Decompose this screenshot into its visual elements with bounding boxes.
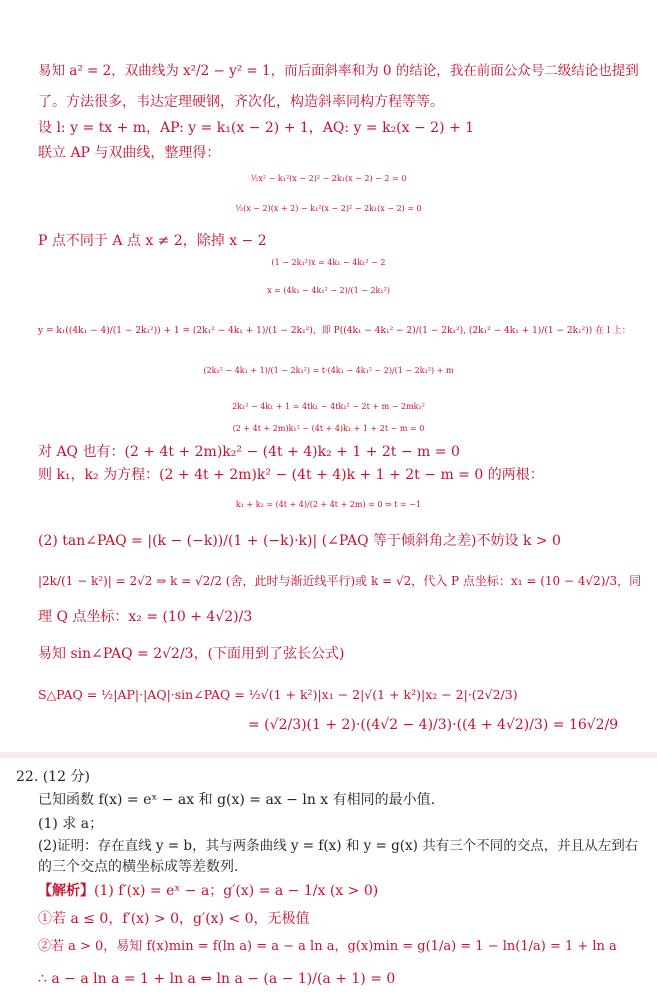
solution-line-21: S△PAQ = ½|AP|·|AQ|·sin∠PAQ = ½√(1 + k²)|x₁ − 2|√(1 + k²)|x₂ − 2|·(2√2/3) [38,687,518,702]
solution-line-22: = (√2/3)(1 + 2)·((4√2 − 4)/3)·((4 + 4√2)/3) = 16√2/9 [248,717,619,733]
equation-line-13: (2 + 4t + 2m)k₁² − (4t + 4)k₁ + 1 + 2t − m = 0 [232,424,425,433]
solution-line-18: |2k/(1 − k²)| = 2√2 ⇒ k = √2/2 (舍，此时与渐近线平行)或 k = √2，代入 P 点坐标：x₁ = (10 − 4√2)/3，同 [38,574,642,588]
solution-line-14: 对 AQ 也有：(2 + 4t + 2m)k₂² − (4t + 4)k₂ + 1 + 2t − m = 0 [38,444,460,460]
solution-line-1: 易知 a² = 2，双曲线为 x²/2 − y² = 1，而后面斜率和为 0 的结论，我在前面公众号二级结论也提到 [38,63,639,79]
problem-stem: 已知函数 f(x) = eˣ − ax 和 g(x) = ax − ln x 有相同的最小值. [38,792,436,808]
solution-line-15: 则 k₁，k₂ 为方程：(2 + 4t + 2m)k² − (4t + 4)k + 1 + 2t − m = 0 的两根： [38,467,544,483]
solution-line-7: P 点不同于 A 点 x ≠ 2，除掉 x − 2 [38,233,267,249]
equation-line-11: (2k₁² − 4k₁ + 1)/(1 − 2k₁²) = t·(4k₁ − 4k₁² − 2)/(1 − 2k₁²) + m [203,366,454,375]
equation-line-16: k₁ + k₂ = (4t + 4)/(2 + 4t + 2m) = 0 ⇒ t = −1 [235,500,422,509]
analysis-line-1 [38,882,378,900]
analysis-line-2: ①若 a ≤ 0，f′(x) > 0，g′(x) < 0，无极值 [38,911,310,927]
equation-line-5: ½x² − k₁²(x − 2)² − 2k₁(x − 2) − 2 = 0 [250,174,407,183]
solution-line-20: 易知 sin∠PAQ = 2√2/3，(下面用到了弦长公式) [38,646,345,662]
analysis-tag: 【解析】 [38,883,94,899]
problem-part-1: (1) 求 a； [38,816,104,832]
section-divider [0,752,657,758]
solution-line-4: 联立 AP 与双曲线，整理得： [38,145,221,161]
analysis-line-4: ∴ a − a ln a = 1 + ln a ⇔ ln a − (a − 1)/(a + 1) = 0 [38,971,396,987]
solution-line-17: (2) tan∠PAQ = |(k − (−k))/(1 + (−k)·k)| (∠PAQ 等于倾斜角之差)不妨设 k > 0 [38,533,561,549]
equation-line-9: x = (4k₁ − 4k₁² − 2)/(1 − 2k₁²) [267,286,390,295]
problem-part-2-line-1: (2)证明：存在直线 y = b，其与两条曲线 y = f(x) 和 y = g(x) 共有三个不同的交点，并且从左到右 [38,838,639,854]
solution-line-2: 了。方法很多，韦达定理硬钢，齐次化，构造斜率同构方程等等。 [38,94,444,110]
equation-line-6: ½(x − 2)(x + 2) − k₁²(x − 2)² − 2k₁(x − 2) = 0 [235,204,422,213]
analysis-line-3: ②若 a > 0，易知 f(x)min = f(ln a) = a − a ln a，g(x)min = g(1/a) = 1 − ln(1/a) = 1 + ln a [38,939,617,954]
solution-line-19: 理 Q 点坐标：x₂ = (10 + 4√2)/3 [38,609,253,625]
solution-line-10: y = k₁((4k₁ − 4)/(1 − 2k₁²)) + 1 = (2k₁² − 4k₁ + 1)/(1 − 2k₁²)，即 P((4k₁ − 4k₁² − 2)/(1 − 2k₁²), (2k₁² − 4k₁ + 1)/(1 − 2k₁²)) 在 l 上： [38,326,631,336]
equation-line-8: (1 − 2k₁²)x = 4k₁ − 4k₁² − 2 [271,258,386,267]
equation-line-12: 2k₁² − 4k₁ + 1 = 4tk₁ − 4tk₁² − 2t + m − 2mk₁² [232,402,425,411]
problem-header: 22. (12 分) [16,769,90,785]
solution-line-3: 设 l: y = tx + m，AP: y = k₁(x − 2) + 1，AQ: y = k₂(x − 2) + 1 [38,120,475,136]
analysis-line-1-text: (1) f′(x) = eˣ − a；g′(x) = a − 1/x (x > 0) [94,883,379,899]
problem-part-2-line-2: 的三个交点的横坐标成等差数列. [38,859,239,875]
